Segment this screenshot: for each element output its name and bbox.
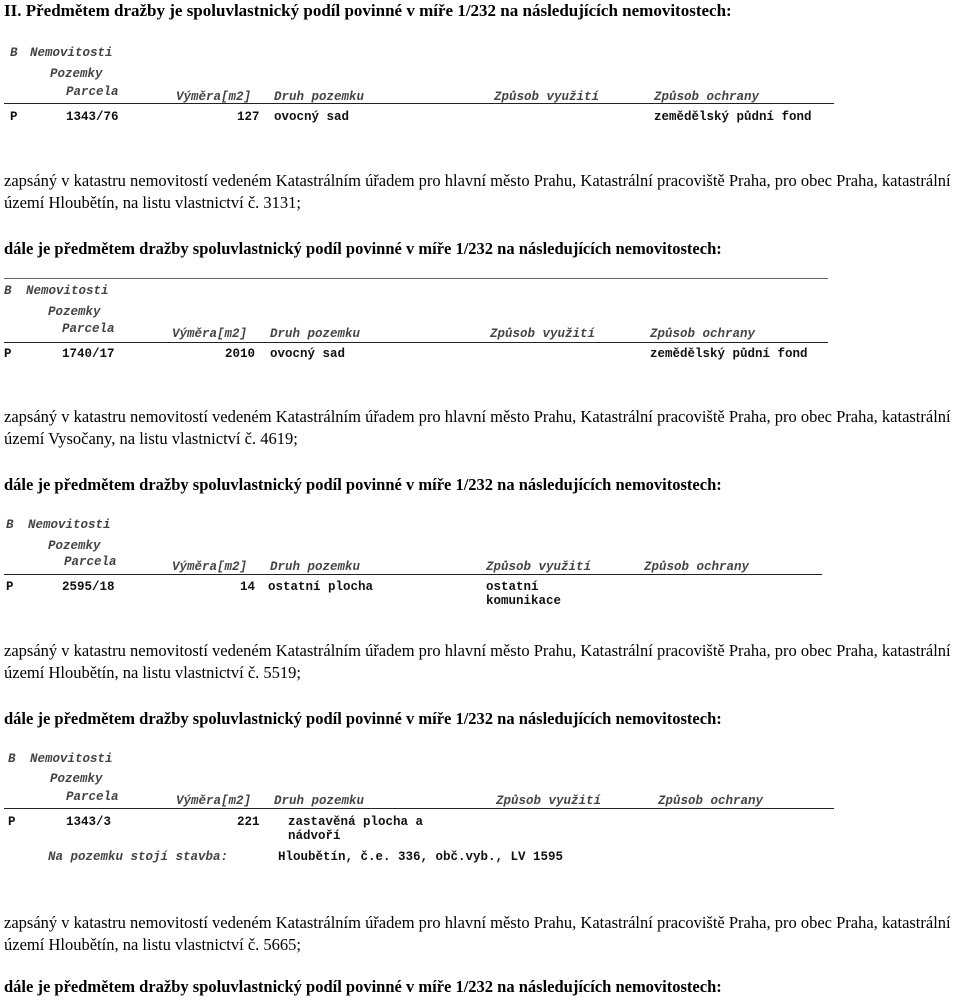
ochrana-label: Způsob ochrany: [644, 560, 750, 574]
parcel-number: 1740/17: [62, 347, 115, 361]
parcela-label: Parcela: [66, 85, 119, 99]
pozemky-label: Pozemky: [48, 539, 101, 553]
continuation-text-4: dále je předmětem dražby spoluvlastnický podíl povinné v míře 1/232 na následujících nemovitostech:: [4, 977, 722, 996]
vyuziti-label: Způsob využití: [494, 90, 600, 104]
row-code: P: [10, 110, 18, 124]
parcel-protection: zemědělský půdní fond: [650, 347, 808, 361]
cadastral-area: Vysočany: [48, 429, 112, 448]
parcel-type: ovocný sad: [270, 347, 346, 361]
vymera-label: Výměra[m2]: [172, 560, 248, 574]
ochrana-label: Způsob ochrany: [658, 794, 764, 808]
ochrana-label: Způsob ochrany: [654, 90, 760, 104]
parcel-area: 127: [237, 110, 260, 124]
continuation-text-3: dále je předmětem dražby spoluvlastnický podíl povinné v míře 1/232 na následujících nemovitostech:: [4, 709, 722, 728]
druh-label: Druh pozemku: [270, 327, 361, 341]
druh-label: Druh pozemku: [270, 560, 361, 574]
nemovitosti-label: Nemovitosti: [30, 46, 113, 60]
parcel-number: 2595/18: [62, 580, 115, 594]
row-code: P: [8, 815, 16, 829]
nemovitosti-label: Nemovitosti: [26, 284, 109, 298]
cadastral-area: Hloubětín: [48, 935, 115, 954]
parcel-area: 221: [237, 815, 260, 829]
parcel-area: 2010: [225, 347, 256, 361]
owner-sheet-number: 3131;: [263, 193, 301, 212]
owner-sheet-number: 5519;: [263, 663, 301, 682]
parcel-usage: ostatní komunikace: [486, 580, 562, 608]
druh-label: Druh pozemku: [274, 90, 365, 104]
row-code: P: [6, 580, 14, 594]
pozemky-label: Pozemky: [50, 772, 103, 786]
parcel-type: ovocný sad: [274, 110, 350, 124]
vymera-label: Výměra[m2]: [172, 327, 248, 341]
row-code: P: [4, 347, 12, 361]
header-rule: [4, 103, 834, 104]
vymera-label: Výměra[m2]: [176, 794, 252, 808]
registry-text-1: zapsáný v katastru nemovitostí vedeném Katastrálním úřadem pro hlavní město Prahu, Katastrální pracoviště Praha, pro obec Praha, katastrální území Hloubětín, na listu vlastnictví č. 3131;: [4, 171, 951, 212]
cadastral-area: Hloubětín: [48, 193, 115, 212]
vyuziti-label: Způsob využití: [490, 327, 596, 341]
continuation-text-1: dále je předmětem dražby spoluvlastnický podíl povinné v míře 1/232 na následujících nemovitostech:: [4, 239, 722, 258]
header-rule: [4, 574, 822, 575]
continuation-text-2: dále je předmětem dražby spoluvlastnický podíl povinné v míře 1/232 na následujících nemovitostech:: [4, 475, 722, 494]
cadastral-area: Hloubětín: [48, 663, 115, 682]
parcel-area: 14: [240, 580, 256, 594]
parcel-number: 1343/3: [66, 815, 112, 829]
ochrana-label: Způsob ochrany: [650, 327, 756, 341]
parcel-type: ostatní plocha: [268, 580, 374, 594]
nemovitosti-label: Nemovitosti: [28, 518, 111, 532]
section-letter: B: [10, 46, 18, 60]
vymera-label: Výměra[m2]: [176, 90, 252, 104]
parcel-number: 1343/76: [66, 110, 119, 124]
parcel-protection: zemědělský půdní fond: [654, 110, 812, 124]
section-letter: B: [8, 752, 16, 766]
building-label: Na pozemku stojí stavba:: [48, 850, 229, 864]
registry-text-2: zapsáný v katastru nemovitostí vedeném Katastrálním úřadem pro hlavní město Prahu, Katastrální pracoviště Praha, pro obec Praha, katastrální území Vysočany, na listu vlastnictví č. 4619;: [4, 407, 951, 448]
vyuziti-label: Způsob využití: [496, 794, 602, 808]
section-letter: B: [4, 284, 12, 298]
parcela-label: Parcela: [64, 555, 117, 569]
header-rule: [4, 342, 828, 343]
registry-text-3: zapsáný v katastru nemovitostí vedeném Katastrálním úřadem pro hlavní město Prahu, Katastrální pracoviště Praha, pro obec Praha, katastrální území Hloubětín, na listu vlastnictví č. 5519;: [4, 641, 951, 682]
building-info: Hloubětín, č.e. 336, obč.vyb., LV 1595: [278, 850, 564, 864]
parcel-type: zastavěná plocha a nádvoří: [288, 815, 424, 843]
parcela-label: Parcela: [62, 322, 115, 336]
owner-sheet-number: 5665;: [263, 935, 301, 954]
nemovitosti-label: Nemovitosti: [30, 752, 113, 766]
registry-text-4: zapsáný v katastru nemovitostí vedeném Katastrálním úřadem pro hlavní město Prahu, Katastrální pracoviště Praha, pro obec Praha, katastrální území Hloubětín, na listu vlastnictví č. 5665;: [4, 913, 951, 954]
pozemky-label: Pozemky: [50, 67, 103, 81]
pozemky-label: Pozemky: [48, 305, 101, 319]
parcela-label: Parcela: [66, 790, 119, 804]
section-heading: II. Předmětem dražby je spoluvlastnický podíl povinné v míře 1/232 na následujících nemovitostech:: [4, 1, 732, 20]
druh-label: Druh pozemku: [274, 794, 365, 808]
owner-sheet-number: 4619;: [260, 429, 298, 448]
header-rule: [4, 808, 834, 809]
vyuziti-label: Způsob využití: [486, 560, 592, 574]
section-letter: B: [6, 518, 14, 532]
